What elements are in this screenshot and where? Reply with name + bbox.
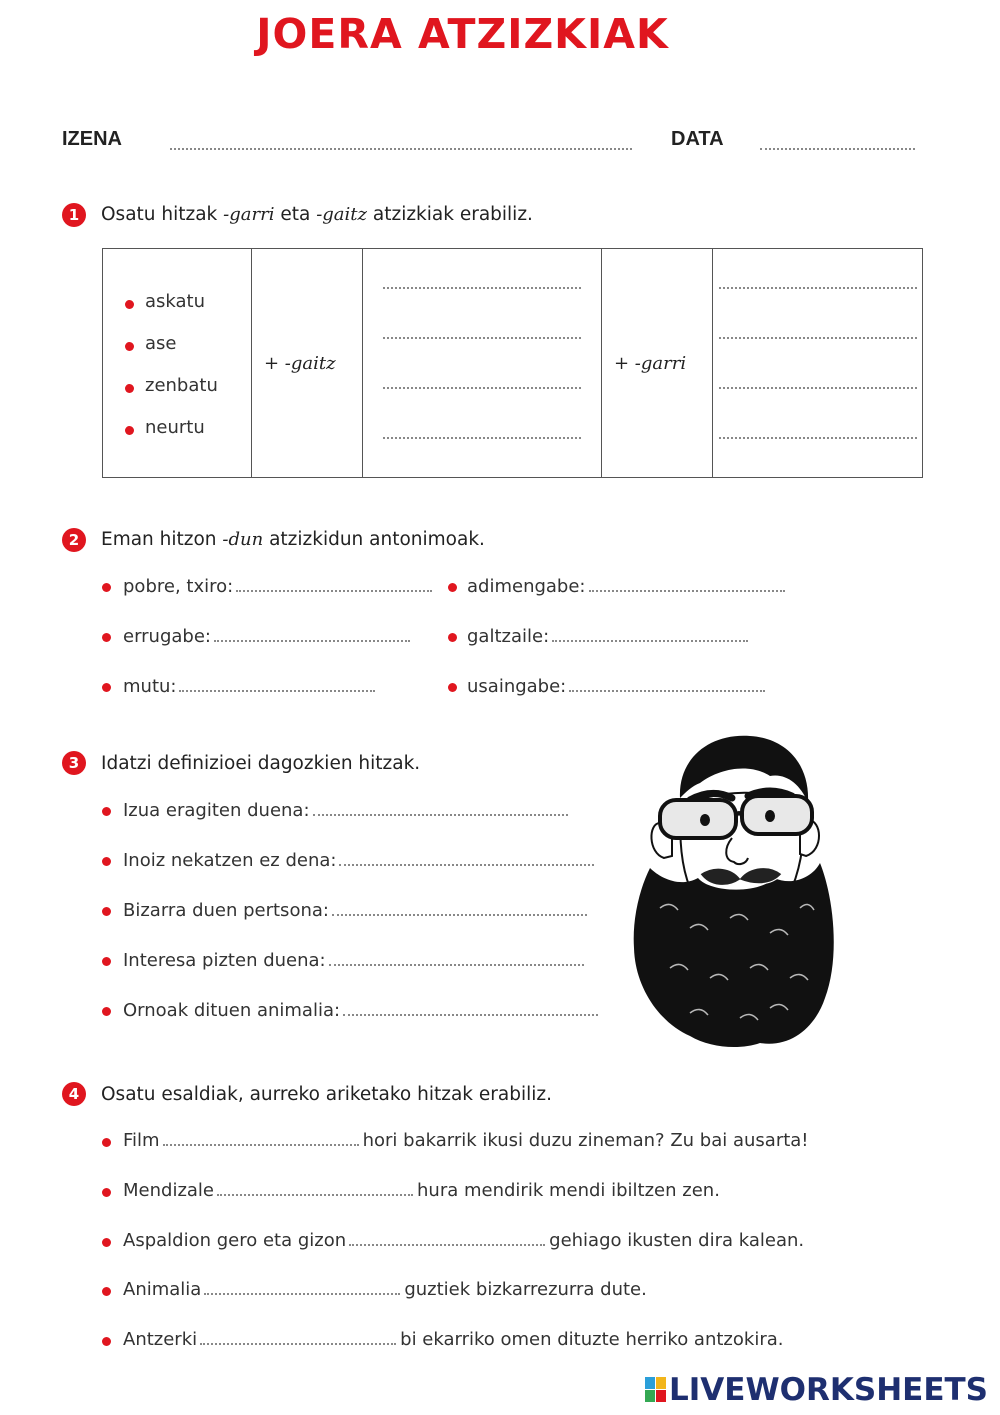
name-label: IZENA (62, 128, 122, 150)
list-item: Aspaldion gero eta gizon gehiago ikusten dira kalean. (123, 1230, 805, 1251)
answer-line[interactable] (332, 900, 587, 916)
list-item: Animalia guztiek bizkarrezurra dute. (123, 1279, 647, 1300)
list-item: Interesa pizten duena: (123, 950, 588, 971)
answer-line[interactable] (719, 387, 917, 389)
suffix-garri-cell (602, 249, 713, 478)
answer-line[interactable] (236, 576, 432, 592)
list-item: Izua eragiten duena: (123, 800, 572, 821)
gaitz-answers-cell (363, 249, 602, 478)
exercise-3-number: 3 (62, 751, 86, 775)
exercise-2-instruction: Eman hitzon -dun atzizkidun antonimoak. (101, 529, 485, 550)
word-list-cell (103, 249, 252, 478)
page-title: JOERA ATZIZKIAK (256, 10, 669, 58)
exercise-3-instruction: Idatzi definizioei dagozkien hitzak. (101, 753, 421, 774)
list-item: pobre, txiro: (123, 576, 436, 597)
suffix-garri: + -garri (614, 352, 687, 374)
exercise-1-table (102, 248, 923, 478)
answer-line[interactable] (719, 437, 917, 439)
answer-line[interactable] (343, 1000, 598, 1016)
list-item: Film hori bakarrik ikusi duzu zineman? Zu bai ausarta! (123, 1130, 809, 1151)
liveworksheets-logo[interactable] (645, 1372, 988, 1408)
list-item: usaingabe: (467, 676, 769, 697)
list-item: Mendizale hura mendirik mendi ibiltzen zen. (123, 1180, 720, 1201)
answer-line[interactable] (383, 337, 581, 339)
liveworksheets-logo-icon (645, 1377, 667, 1403)
suffix-gaitz-cell (252, 249, 363, 478)
answer-line[interactable] (349, 1230, 545, 1246)
answer-line[interactable] (383, 437, 581, 439)
list-item: adimengabe: (467, 576, 789, 597)
list-item: ase (125, 333, 251, 375)
garri-answers-cell (713, 249, 923, 478)
answer-line[interactable] (589, 576, 785, 592)
answer-line[interactable] (163, 1130, 359, 1146)
bearded-man-with-glasses-icon (620, 728, 845, 1050)
exercise-2-number: 2 (62, 528, 86, 552)
answer-line[interactable] (179, 676, 375, 692)
answer-line[interactable] (217, 1180, 413, 1196)
answer-line[interactable] (214, 626, 410, 642)
answer-line[interactable] (383, 387, 581, 389)
name-field[interactable] (170, 148, 632, 150)
answer-line[interactable] (719, 287, 917, 289)
brand-name: LIVEWORKSHEETS (669, 1372, 988, 1408)
list-item: galtzaile: (467, 626, 752, 647)
answer-line[interactable] (329, 950, 584, 966)
exercise-1-instruction: Osatu hitzak -garri eta -gaitz atzizkiak erabiliz. (101, 204, 533, 225)
exercise-4-number: 4 (62, 1082, 86, 1106)
list-item: zenbatu (125, 375, 251, 417)
list-item: Antzerki bi ekarriko omen dituzte herriko antzokira. (123, 1329, 784, 1350)
answer-line[interactable] (204, 1279, 400, 1295)
answer-line[interactable] (719, 337, 917, 339)
answer-line[interactable] (200, 1329, 396, 1345)
suffix-gaitz: + -gaitz (264, 352, 336, 374)
date-label: DATA (671, 128, 724, 150)
list-item: askatu (125, 291, 251, 333)
list-item: Ornoak dituen animalia: (123, 1000, 602, 1021)
list-item: Bizarra duen pertsona: (123, 900, 591, 921)
answer-line[interactable] (552, 626, 748, 642)
list-item: Inoiz nekatzen ez dena: (123, 850, 598, 871)
list-item: errugabe: (123, 626, 414, 647)
answer-line[interactable] (313, 800, 568, 816)
answer-line[interactable] (339, 850, 594, 866)
exercise-4-instruction: Osatu esaldiak, aurreko ariketako hitzak erabiliz. (101, 1084, 552, 1105)
answer-line[interactable] (383, 287, 581, 289)
answer-line[interactable] (569, 676, 765, 692)
exercise-1-number: 1 (62, 203, 86, 227)
list-item: mutu: (123, 676, 379, 697)
date-field[interactable] (760, 148, 915, 150)
list-item: neurtu (125, 417, 251, 439)
